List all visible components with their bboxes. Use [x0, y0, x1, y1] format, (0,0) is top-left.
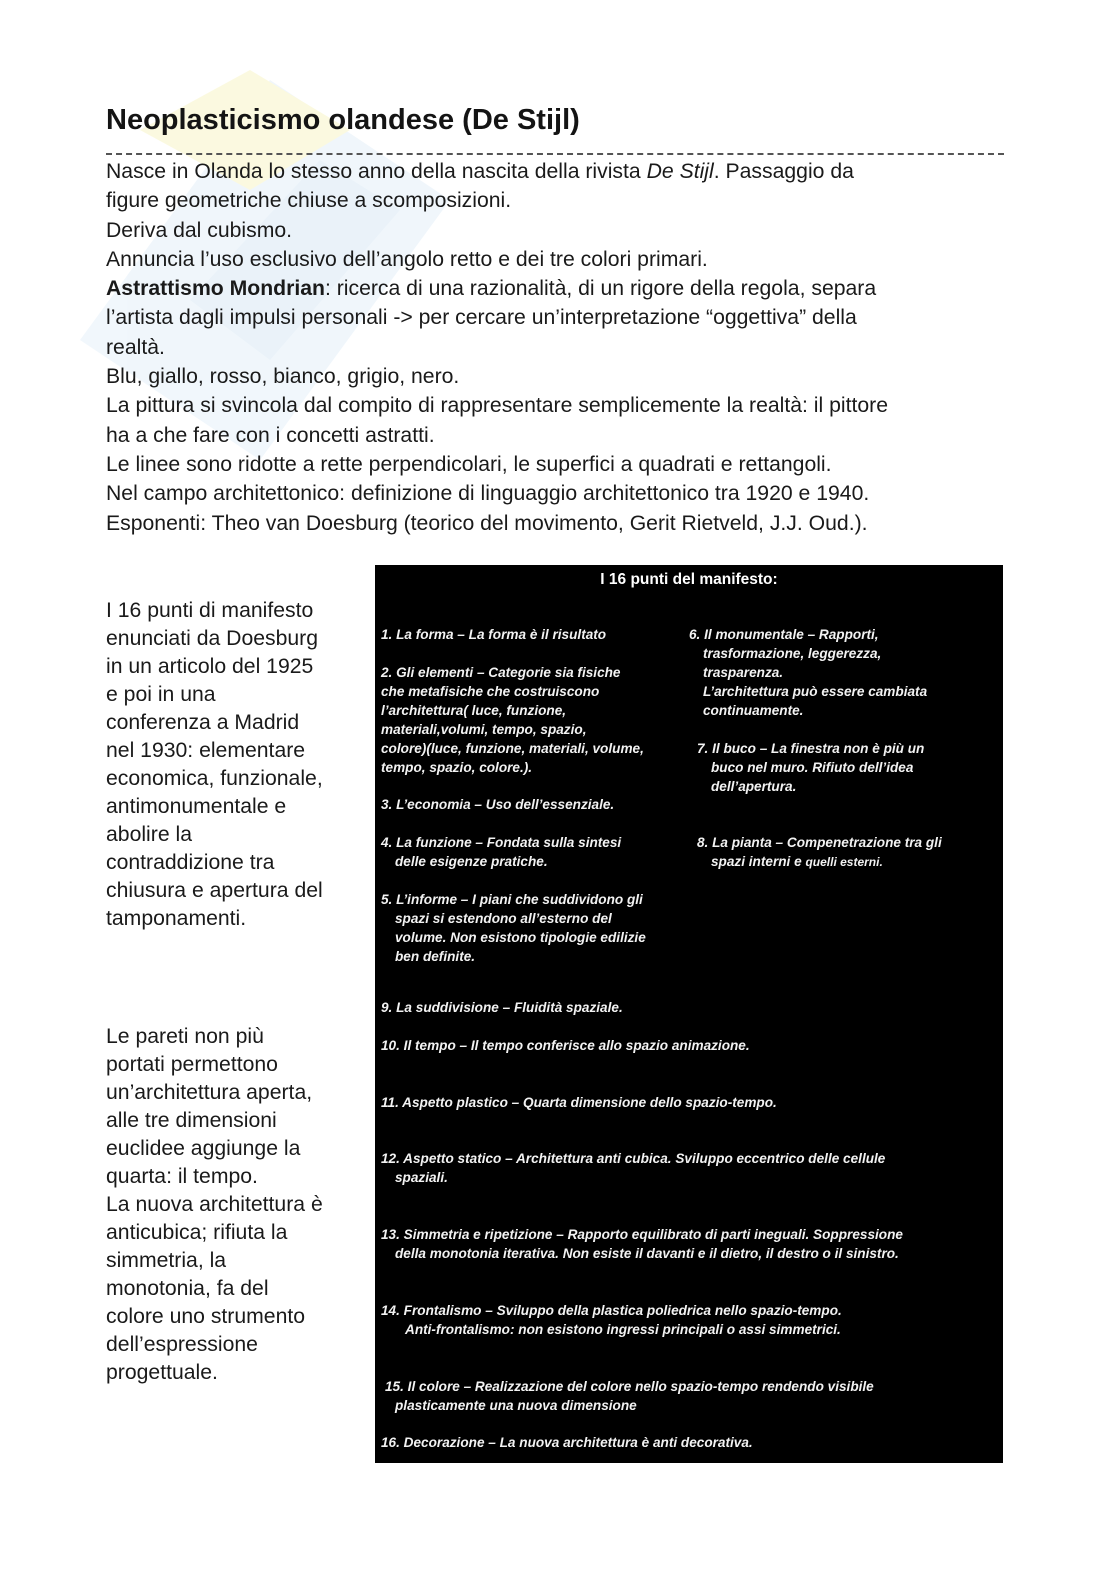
side-line: Le pareti non più [106, 1025, 264, 1048]
side-line: un’architettura aperta, [106, 1081, 313, 1104]
side-line: in un articolo del 1925 [106, 655, 314, 678]
side-line: anticubica; rifiuta la [106, 1221, 288, 1244]
manifesto-point-4: 4. La funzione – Fondata sulla sintesi delle esigenze pratiche. [381, 835, 622, 869]
side-line: enunciati da Doesburg [106, 627, 319, 650]
intro-paragraph [106, 157, 1006, 538]
side-line: portati permettono [106, 1053, 278, 1076]
side-line: progettuale. [106, 1361, 218, 1384]
side-line: chiusura e apertura del [106, 879, 323, 902]
intro-line: Blu, giallo, rosso, bianco, grigio, nero. [106, 365, 460, 389]
manifesto-point-1: 1. La forma – La forma è il risultato [381, 627, 607, 642]
side-line: conferenza a Madrid [106, 711, 300, 734]
side-line: e poi in una [106, 683, 216, 706]
manifesto-point-13: 13. Simmetria e ripetizione – Rapporto equilibrato di parti ineguali. Soppressione della monotonia iterativa. Non esiste il davanti e il dietro, il destro o il sinistro. [381, 1227, 903, 1261]
manifesto-point-15: 15. Il colore – Realizzazione del colore nello spazio-tempo rendendo visibile plasticamente una nuova dimensione [385, 1379, 874, 1413]
intro-line: Nasce in Olanda lo stesso anno della nascita della rivista [106, 160, 647, 183]
manifesto-point-16: 16. Decorazione – La nuova architettura è anti decorativa. [381, 1435, 753, 1450]
manifesto-point-6: 6. Il monumentale – Rapporti, trasformazione, leggerezza, trasparenza. L’architettura può essere cambiata continuamente. [689, 627, 928, 718]
intro-line: realtà. [106, 335, 165, 359]
manifesto-point-9: 9. La suddivisione – Fluidità spaziale. [381, 1000, 623, 1015]
side-note-manifesto [106, 597, 368, 933]
manifesto-panel [375, 565, 1003, 1463]
manifesto-point-8: 8. La pianta – Compenetrazione tra gli spazi interni e quelli esterni. [697, 835, 942, 869]
side-line: La nuova architettura è [106, 1193, 323, 1216]
manifesto-point-7: 7. Il buco – La finestra non è più un buco nel muro. Rifiuto dell’idea dell’apertura. [697, 741, 925, 794]
side-line: simmetria, la [106, 1249, 227, 1272]
intro-line: Annuncia l’uso esclusivo dell’angolo retto e dei tre colori primari. [106, 247, 708, 271]
intro-line: Esponenti: Theo van Doesburg (teorico del movimento, Gerit Rietveld, J.J. Oud.). [106, 511, 868, 535]
intro-line: Deriva dal cubismo. [106, 218, 293, 242]
intro-line: l’artista dagli impulsi personali -> per cercare un’interpretazione “oggettiva” della [106, 306, 857, 330]
side-line: I 16 punti di manifesto [106, 599, 314, 622]
intro-journal-name: De Stijl [646, 160, 714, 183]
page-title: Neoplasticismo olandese (De Stijl) [106, 104, 580, 136]
side-line: quarta: il tempo. [106, 1165, 258, 1188]
side-line: monotonia, fa del [106, 1277, 269, 1300]
intro-line: La pittura si svincola dal compito di rappresentare semplicemente la realtà: il pittore [106, 394, 888, 418]
intro-line: Le linee sono ridotte a rette perpendicolari, le superfici a quadrati e rettangoli. [106, 452, 832, 476]
side-line: tamponamenti. [106, 907, 247, 930]
dashed-divider [106, 153, 1004, 155]
side-line: alle tre dimensioni [106, 1109, 277, 1132]
manifesto-point-12: 12. Aspetto statico – Architettura anti cubica. Sviluppo eccentrico delle cellule spaziali. [381, 1151, 886, 1185]
intro-line: ha a che fare con i concetti astratti. [106, 423, 435, 447]
manifesto-point-11: 11. Aspetto plastico – Quarta dimensione dello spazio-tempo. [381, 1095, 777, 1110]
intro-line: . Passaggio da [713, 160, 854, 183]
intro-line: Nel campo architettonico: definizione di linguaggio architettonico tra 1920 e 1940. [106, 482, 870, 506]
side-line: colore uno strumento [106, 1305, 306, 1328]
side-line: dell’espressione [106, 1333, 258, 1356]
side-line: euclidee aggiunge la [106, 1137, 301, 1160]
side-line: economica, funzionale, [106, 767, 323, 790]
side-note-architecture [106, 1023, 368, 1387]
side-line: antimonumentale e [106, 795, 287, 818]
manifesto-point-10: 10. Il tempo – Il tempo conferisce allo spazio animazione. [381, 1038, 750, 1053]
manifesto-point-3: 3. L’economia – Uso dell’essenziale. [381, 797, 615, 812]
side-line: nel 1930: elementare [106, 739, 306, 762]
manifesto-point-5: 5. L’informe – I piani che suddividono gli spazi si estendono all’esterno del volume. Non esistono tipologie edilizie ben definite. [381, 892, 646, 964]
manifesto-point-14: 14. Frontalismo – Sviluppo della plastica poliedrica nello spazio-tempo. Anti-frontalismo: non esistono ingressi principali o assi simmetrici. [381, 1303, 842, 1337]
side-line: abolire la [106, 823, 192, 846]
intro-line: : ricerca di una razionalità, di un rigore della regola, separa [324, 277, 877, 301]
intro-bold-term: Astrattismo Mondrian [106, 277, 325, 301]
manifesto-title: I 16 punti del manifesto: [600, 571, 778, 588]
side-line: contraddizione tra [106, 851, 275, 874]
manifesto-point-2: 2. Gli elementi – Categorie sia fisiche che metafisiche che costruiscono l’architettura( luce, funzione, materiali,volumi, tempo, spazio, colore)(luce, funzione, materiali, volume, tempo, spazio, colore.). [381, 665, 644, 775]
intro-line: figure geometriche chiuse a scomposizioni. [106, 189, 512, 213]
